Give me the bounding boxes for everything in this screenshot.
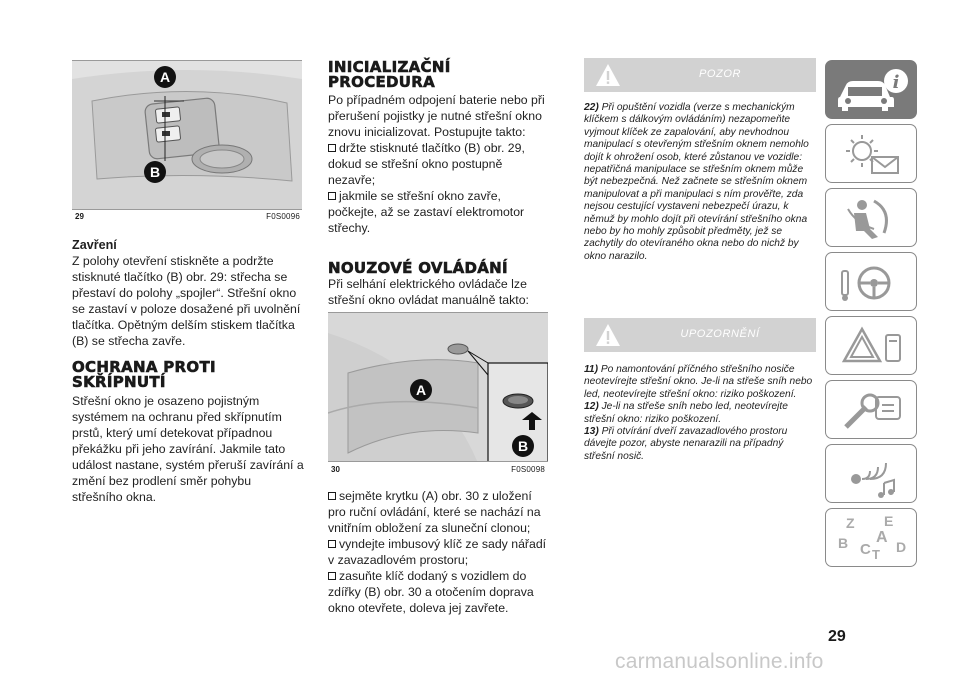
figure-number: 29 — [75, 212, 84, 221]
roof-switch-illustration — [72, 61, 302, 210]
tab-index[interactable] — [825, 508, 917, 567]
warning-header — [584, 58, 816, 92]
bullet-box-icon — [328, 144, 336, 152]
tab-warning-lights[interactable] — [825, 124, 917, 183]
warning-triangle-icon — [594, 62, 622, 88]
watermark: carmanualsonline.info — [615, 650, 824, 673]
figure-code: F0S0098 — [511, 465, 545, 474]
warning-text: 22) Při opuštění vozidla (verze s mechanickým klíčkem s dálkovým ovládáním) nezapomeňte vyjmout klíček ze zapalování, aby nevhodnou manipulací s otevřeným střešním oknem nemohlo dojít k ohrožení osob, které zůstanou ve vozidle: nepatřičná manipulace se střešním oknem může být nebezpečná. Než začnete se střešním oknem manipulovat a při manipulaci s ním prověřte, zda nejsou cestující vystaveni nebezpečí úrazu, k němuž by mohlo dojít při otevírání střešního okna nebo by ho mohly způsobit předměty, jež se zachytily do otevíraného okna nebo do nichž by okno narazilo. — [584, 102, 809, 262]
list-item: 11) Po namontování příčného střešního nosiče neotevírejte střešní okno. Je-li na střeše sníh nebo led, neotevírejte střešní okno: riziko poškození. — [584, 364, 813, 400]
safety-airbag-icon — [826, 189, 918, 248]
index-letter: D — [896, 539, 907, 555]
col2-text-1 — [328, 92, 548, 236]
index-letter: B — [838, 535, 849, 551]
caution-header — [584, 318, 816, 352]
heading-emergency-control: NOUZOVÉ OVLÁDÁNÍ — [328, 259, 508, 277]
bullet-box-icon — [328, 572, 336, 580]
figure-number: 30 — [331, 465, 340, 474]
figure-29-caption — [75, 212, 300, 221]
callout-b: B — [144, 161, 166, 183]
caution-text — [584, 364, 816, 463]
paragraph: Z polohy otevření stiskněte a podržte stisknuté tlačítko (B) obr. 29: střecha se přestaví do polohy „spojler“. Střešní okno se zastaví v poloze dosažené při uvolnění tlačítka. Opětným delším stiskem tlačítka (B) se střecha zavře. — [72, 254, 301, 348]
index-letter: T — [872, 547, 880, 562]
paragraph: Při selhání elektrického ovládače lze střešní okno ovládat manuálně takto: — [328, 277, 529, 307]
callout-a: A — [154, 66, 176, 88]
warning-lights-icon — [826, 125, 918, 184]
paragraph: Střešní okno je osazeno pojistným systémem na ochranu před skřípnutím prstů, který umí detekovat případnou překážku při jeho zavírání. Jakmile tato událost nastane, systém přeruší zavírání a změní bez prodlení směr pohybu střešního okna. — [72, 394, 304, 504]
car-info-icon — [826, 61, 918, 120]
list-item: vyndejte imbusový klíč ze sady nářadí v zavazadlovém prostoru; — [328, 537, 547, 567]
tab-safety[interactable] — [825, 188, 917, 247]
caution-triangle-icon — [594, 322, 622, 348]
driving-icon — [826, 253, 918, 312]
list-item: 13) Při otvírání dveří zavazadlového prostoru dávejte pozor, abyste nenarazili na případný střešní nosič. — [584, 426, 788, 462]
bullet-box-icon — [328, 540, 336, 548]
list-item: držte stisknuté tlačítko (B) obr. 29, dokud se střešní okno postupně nezavře; — [328, 141, 525, 187]
bullet-box-icon — [328, 492, 336, 500]
emergency-icon — [826, 317, 918, 376]
subhead-closing: Zavření — [72, 238, 117, 252]
caution-title: UPOZORNĚNÍ — [680, 328, 760, 340]
paragraph: Po případném odpojení baterie nebo při přerušení pojistky je nutné střešní okno znovu inicializovat. Postupujte takto: — [328, 93, 545, 139]
page-number: 29 — [828, 628, 846, 645]
index-letter: C — [860, 541, 871, 558]
tab-driving[interactable] — [825, 252, 917, 311]
note-number: 22) — [584, 102, 599, 113]
tab-multimedia[interactable] — [825, 444, 917, 503]
bullet-box-icon — [328, 192, 336, 200]
figure-code: F0S0096 — [266, 212, 300, 221]
index-letter: A — [876, 529, 888, 546]
tab-car-info[interactable] — [825, 60, 917, 119]
tab-emergency[interactable] — [825, 316, 917, 375]
tab-maintenance[interactable] — [825, 380, 917, 439]
col2-text-2 — [328, 488, 550, 616]
figure-30-image — [328, 312, 548, 462]
heading-init-procedure: INICIALIZAČNÍ PROCEDURA — [328, 58, 451, 91]
list-item: jakmile se střešní okno zavře, počkejte, až se zastaví elektromotor střechy. — [328, 189, 525, 235]
callout-a: A — [410, 379, 432, 401]
list-item: 12) Je-li na střeše sníh nebo led, neotevírejte střešní okno: riziko poškození. — [584, 401, 788, 425]
warning-title: POZOR — [698, 68, 742, 80]
multimedia-icon — [826, 445, 918, 504]
index-letter: Z — [846, 515, 855, 531]
callout-b: B — [512, 435, 534, 457]
svg-text:i: i — [892, 72, 900, 93]
figure-30-caption — [331, 465, 545, 474]
heading-anti-pinch: OCHRANA PROTI SKŘÍPNUTÍ — [72, 358, 216, 391]
list-item: sejměte krytku (A) obr. 30 z uložení pro ruční ovládání, které se nachází na vnitřním obložení za sluneční clonou; — [328, 489, 541, 535]
figure-29-image — [72, 60, 302, 210]
maintenance-icon — [826, 381, 918, 440]
list-item: zasuňte klíč dodaný s vozidlem do zdířky (B) obr. 30 a otočením doprava okno otevřete, doleva jej zavřete. — [328, 569, 534, 615]
col1-text — [72, 237, 304, 349]
index-letter: E — [884, 513, 894, 529]
